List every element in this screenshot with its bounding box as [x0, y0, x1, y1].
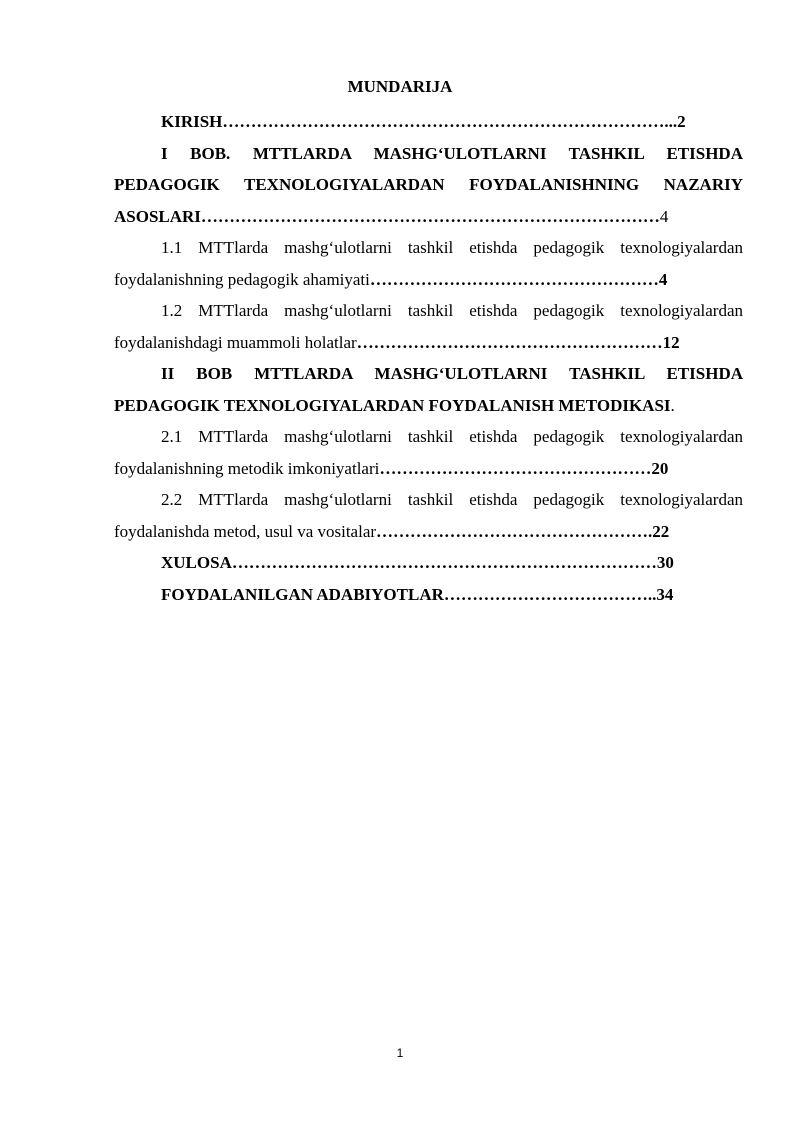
- page-number: 1: [396, 1046, 404, 1060]
- toc-leader-dots: ………………………………..: [443, 584, 657, 604]
- toc-entry-text: I BOB. MTTLARDA MASHG‘ULOTLARNI TASHKIL ETISHDA PEDAGOGIK TEXNOLOGIYALARDAN FOYDALANISHNING NAZARIY ASOSLARI: [114, 143, 743, 226]
- toc-page-number: 20: [651, 458, 669, 478]
- toc-leader-dots: ………………………………………………: [356, 332, 663, 352]
- toc-entry-xulosa[interactable]: [114, 547, 743, 579]
- toc-entry-text: KIRISH: [161, 112, 223, 131]
- toc-leader-dots: ……………………………………………: [369, 269, 659, 289]
- toc-page-number: 2: [677, 112, 686, 131]
- toc-page-number: 4: [658, 269, 668, 289]
- toc-leader-dots: …………………………………………: [379, 458, 652, 478]
- toc-entry-chapter-1[interactable]: [114, 138, 743, 233]
- toc-entry-text: 2.2 MTTlarda mashg‘ulotlarni tashkil etishda pedagogik texnologiyalardan foydalanishda metod, usul va vositalar: [114, 490, 743, 541]
- toc-page-number: 30: [656, 553, 674, 572]
- toc-entry-text: II BOB MTTLARDA MASHG‘ULOTLARNI TASHKIL ETISHDA PEDAGOGIK TEXNOLOGIYALARDAN FOYDALANISH METODIKASI: [114, 364, 743, 415]
- toc-leader-dots: ………………………………………………………………………: [200, 206, 660, 226]
- toc-trailing-period: .: [670, 395, 675, 415]
- toc-leader-dots: …………………………………………………………………: [231, 553, 657, 572]
- toc-entry-text: 1.2 MTTlarda mashg‘ulotlarni tashkil etishda pedagogik texnologiyalardan foydalanishdagi muammoli holatlar: [114, 301, 743, 352]
- toc-entry-text: 1.1 MTTlarda mashg‘ulotlarni tashkil etishda pedagogik texnologiyalardan foydalanishning pedagogik ahamiyati: [114, 238, 743, 289]
- toc-page-number: 34: [656, 584, 674, 604]
- toc-entry-section-1-2[interactable]: [114, 295, 743, 358]
- toc-leader-dots: ……………………………………………………………………...: [222, 112, 678, 131]
- toc-entry-text: FOYDALANILGAN ADABIYOTLAR: [161, 584, 444, 604]
- toc-entry-section-2-1[interactable]: [114, 421, 743, 484]
- toc-page-number: 4: [659, 206, 669, 226]
- toc-entry-kirish[interactable]: [114, 106, 743, 138]
- toc-leader-dots: ………………………………………….: [376, 521, 653, 541]
- page-title: MUNDARIJA: [347, 77, 453, 96]
- toc-entry-section-2-2[interactable]: [114, 484, 743, 547]
- toc-entry-chapter-2[interactable]: [114, 358, 743, 421]
- table-of-contents: [114, 106, 743, 610]
- toc-entry-text: 2.1 MTTlarda mashg‘ulotlarni tashkil etishda pedagogik texnologiyalardan foydalanishning metodik imkoniyatlari: [114, 427, 743, 478]
- toc-page-number: 12: [662, 332, 680, 352]
- toc-entry-text: XULOSA: [161, 553, 232, 572]
- toc-entry-section-1-1[interactable]: [114, 232, 743, 295]
- toc-entry-bibliography[interactable]: [114, 579, 743, 611]
- toc-page-number: 22: [652, 521, 670, 541]
